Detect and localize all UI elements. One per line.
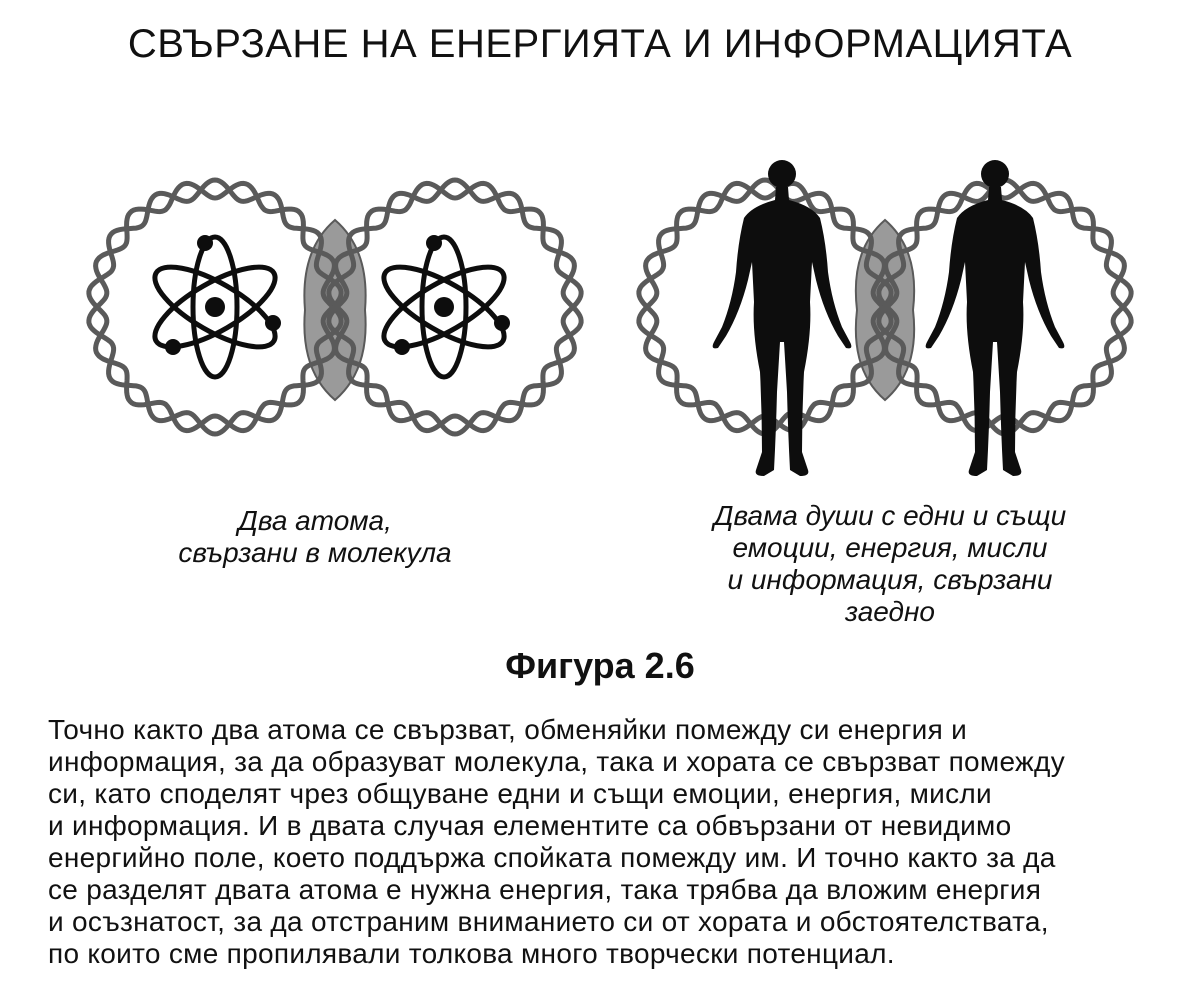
body-line: и информация. И в двата случая елементите са обвързани от невидимо (48, 810, 1012, 841)
body-line: енергийно поле, което поддържа спойката помежду им. И точно както за да (48, 842, 1056, 873)
figure-label: Фигура 2.6 (505, 645, 695, 686)
caption-line: и информация, свързани (727, 564, 1053, 595)
caption-atoms (130, 505, 500, 569)
body-line: и осъзнатост, за да отстраним вниманието си от хората и обстоятелствата, (48, 906, 1049, 937)
energy-field-diagram (0, 100, 1200, 500)
body-line: си, като споделят чрез общуване едни и същи емоции, енергия, мисли (48, 778, 992, 809)
caption-line: Двама души с едни и същи (713, 500, 1067, 531)
caption-line: заедно (845, 596, 935, 627)
caption-line: свързани в молекула (178, 537, 452, 568)
atom-icon (373, 235, 515, 377)
body-line: по които сме пропилявали толкова много творчески потенциал. (48, 938, 895, 969)
body-paragraph (48, 714, 1168, 970)
body-line: Точно както два атома се свързват, обменяйки помежду си енергия и (48, 714, 968, 745)
body-line: се разделят двата атома е нужна енергия, така трябва да вложим енергия (48, 874, 1042, 905)
atom-icon (144, 235, 286, 377)
caption-line: Два атома, (238, 505, 392, 536)
caption-line: емоции, енергия, мисли (732, 532, 1048, 563)
body-line: информация, за да образуват молекула, така и хората се свързват помежду (48, 746, 1065, 777)
caption-people (640, 500, 1140, 628)
diagram-title: СВЪРЗАНЕ НА ЕНЕРГИЯТА И ИНФОРМАЦИЯТА (127, 22, 1073, 66)
